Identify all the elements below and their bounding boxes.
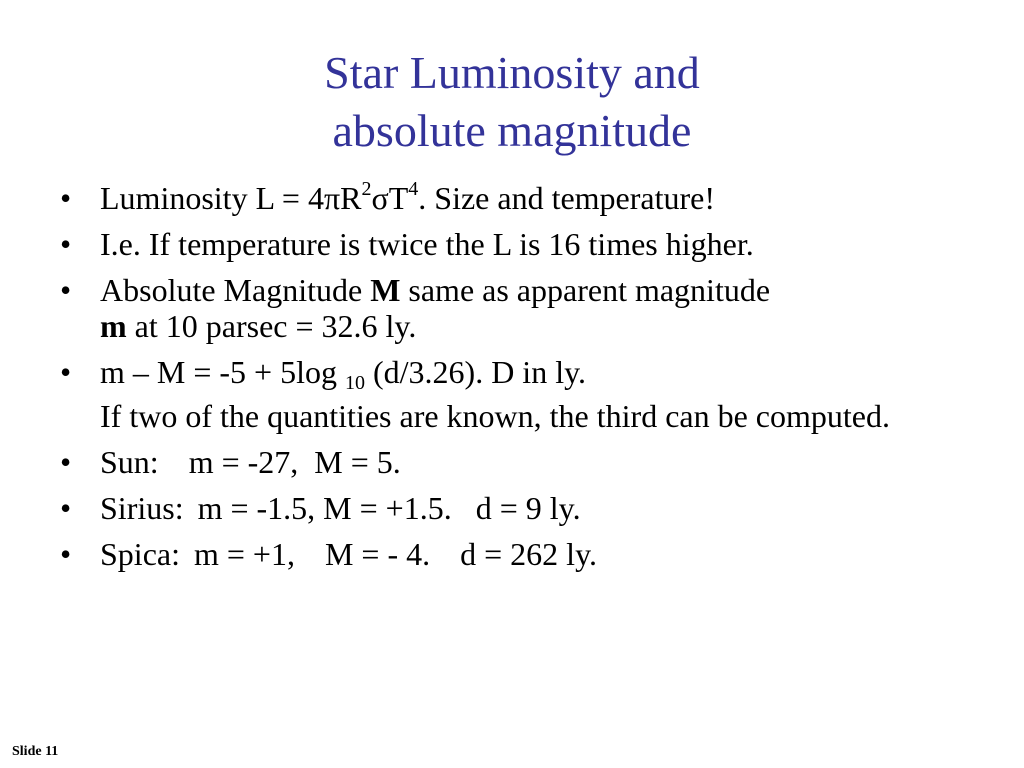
- slide-title: [0, 44, 1024, 160]
- sun-absolute: M = 5.: [314, 444, 401, 480]
- slide-number: Slide 11: [12, 744, 59, 759]
- bullet-spica: [60, 536, 960, 572]
- formula-text-a: m – M = -5 + 5log: [100, 354, 345, 390]
- bullet-distance-formula: [60, 354, 960, 394]
- luminosity-exponent-r: 2: [361, 178, 372, 200]
- title-line-1: Star Luminosity and: [324, 47, 700, 98]
- sirius-absolute: M = +1.5.: [323, 490, 452, 526]
- bullet-dot: •: [60, 272, 72, 308]
- luminosity-text-b: σT: [371, 180, 409, 216]
- luminosity-text-a: Luminosity L = 4πR: [100, 180, 362, 216]
- bullet-temperature: [60, 226, 960, 262]
- bullet-absolute-magnitude: [60, 272, 960, 344]
- spica-apparent: m = +1,: [193, 536, 295, 572]
- formula-text-b: (d/3.26). D in ly.: [364, 354, 586, 390]
- title-line-2: absolute magnitude: [332, 105, 692, 156]
- luminosity-text-c: . Size and temperature!: [418, 180, 716, 216]
- note-paragraph: [60, 398, 960, 434]
- spica-name: Spica:: [100, 536, 180, 572]
- bullet-dot: •: [60, 180, 72, 216]
- luminosity-exponent-t: 4: [408, 178, 419, 200]
- sun-apparent: m = -27,: [188, 444, 299, 480]
- sun-name: Sun:: [100, 444, 159, 480]
- absolute-text-b: same as apparent magnitude: [400, 272, 771, 308]
- absolute-text-c: at 10 parsec = 32.6 ly.: [126, 308, 417, 344]
- bullet-dot: •: [60, 536, 72, 572]
- bullet-dot: •: [60, 490, 72, 526]
- sirius-apparent: m = -1.5,: [197, 490, 316, 526]
- sirius-distance: d = 9 ly.: [475, 490, 581, 526]
- bullet-sun: [60, 444, 960, 480]
- sirius-name: Sirius:: [100, 490, 184, 526]
- formula-log-base: 10: [344, 372, 365, 394]
- bullet-luminosity: [60, 180, 960, 216]
- bullet-list: [60, 180, 960, 582]
- bullet-dot: •: [60, 354, 72, 390]
- absolute-bold-M: M: [370, 272, 401, 308]
- bullet-dot: •: [60, 444, 72, 480]
- temperature-text: I.e. If temperature is twice the L is 16 times higher.: [100, 226, 754, 262]
- note-text: If two of the quantities are known, the third can be computed.: [100, 398, 890, 434]
- absolute-text-a: Absolute Magnitude: [100, 272, 371, 308]
- spica-absolute: M = - 4.: [324, 536, 431, 572]
- spica-distance: d = 262 ly.: [460, 536, 597, 572]
- absolute-bold-m: m: [100, 308, 127, 344]
- bullet-dot: •: [60, 226, 72, 262]
- bullet-sirius: [60, 490, 960, 526]
